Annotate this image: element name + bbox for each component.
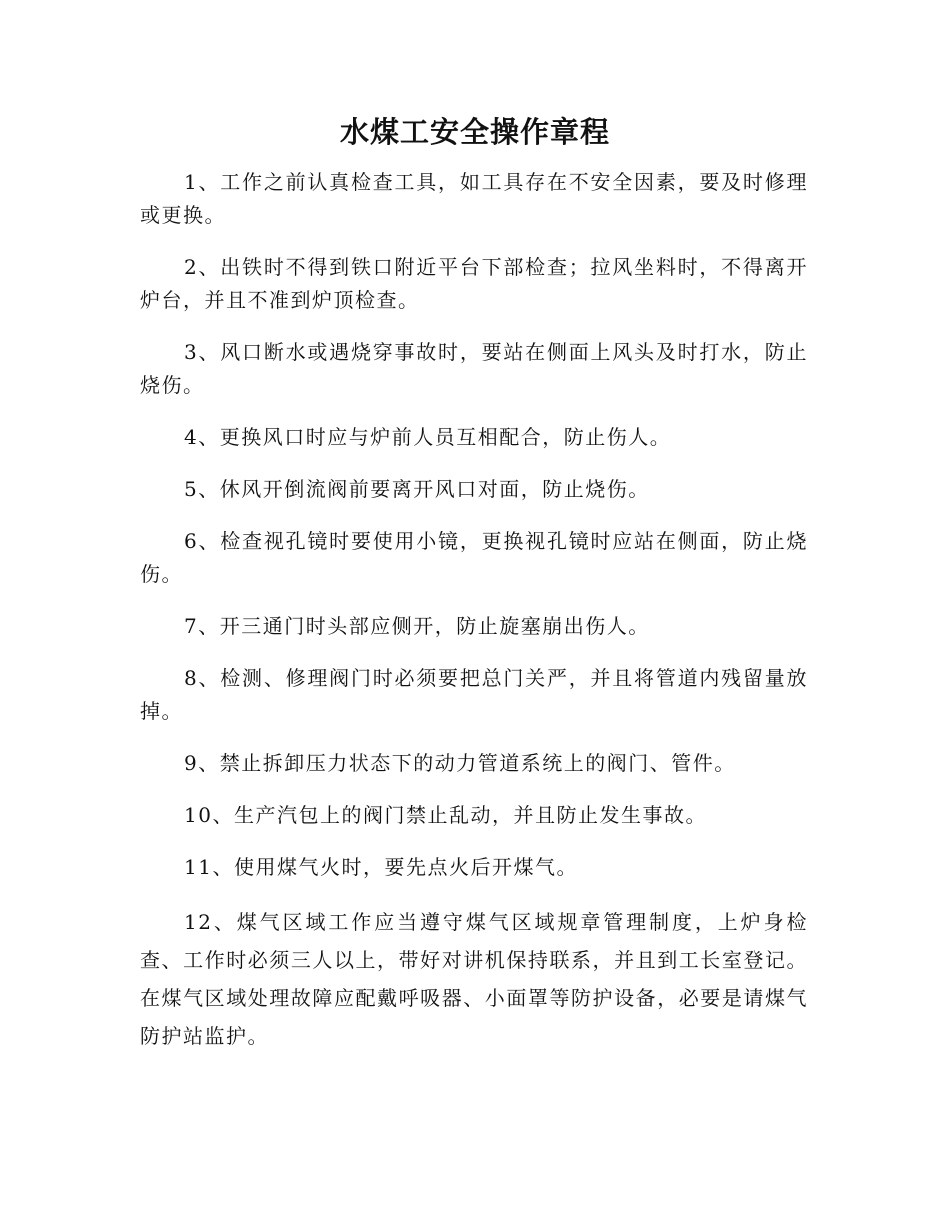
clause-list: [140, 166, 808, 1074]
clause-11: 11、使用煤气火时，要先点火后开煤气。: [184, 855, 578, 879]
clause-5: 5、休风开倒流阀前要离开风口对面，防止烧伤。: [184, 477, 650, 501]
clause-10: 10、生产汽包上的阀门禁止乱动，并且防止发生事故。: [184, 803, 707, 827]
clause-8: 8、检测、修理阀门时必须要把总门关严，并且将管道内残留量放掉。: [140, 666, 808, 723]
clause-6: 6、检查视孔镜时要使用小镜，更换视孔镜时应站在侧面，防止烧伤。: [140, 529, 808, 586]
clause-2: 2、出铁时不得到铁口附近平台下部检查；拉风坐料时，不得离开炉台，并且不准到炉顶检查。: [140, 255, 808, 312]
clause-3: 3、风口断水或遇烧穿事故时，要站在侧面上风头及时打水，防止烧伤。: [140, 340, 808, 397]
clause-9: 9、禁止拆卸压力状态下的动力管道系统上的阀门、管件。: [184, 751, 736, 775]
clause-4: 4、更换风口时应与炉前人员互相配合，防止伤人。: [184, 425, 672, 449]
clause-7: 7、开三通门时头部应侧开，防止旋塞崩出伤人。: [184, 614, 650, 638]
clause-12: 12、煤气区域工作应当遵守煤气区域规章管理制度，上炉身检查、工作时必须三人以上，带好对讲机保持联系，并且到工长室登记。在煤气区域处理故障应配戴呼吸器、小面罩等防护设备，必要是请煤气防护站监护。: [140, 910, 808, 1048]
document-title: 水煤工安全操作章程: [339, 115, 610, 149]
clause-1: 1、工作之前认真检查工具，如工具存在不安全因素，要及时修理或更换。: [140, 170, 808, 227]
